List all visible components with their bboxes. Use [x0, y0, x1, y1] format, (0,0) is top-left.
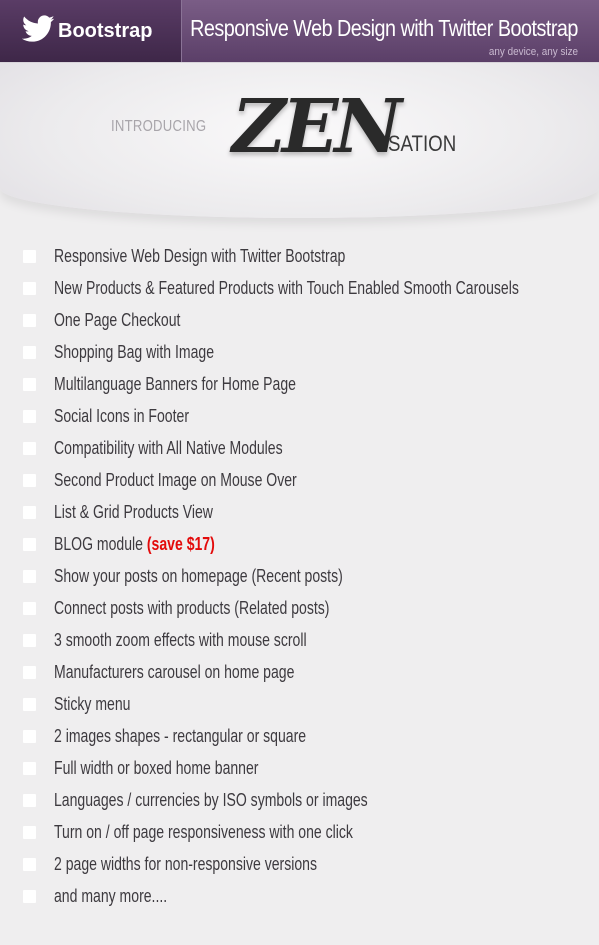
feature-label: and many more....: [54, 886, 168, 906]
bullet-icon: [23, 538, 36, 551]
list-item: [0, 656, 599, 688]
list-item: [0, 240, 599, 272]
bullet-icon: [23, 730, 36, 743]
list-item: [0, 880, 599, 912]
bullet-icon: [23, 858, 36, 871]
feature-label: One Page Checkout: [54, 310, 181, 330]
bullet-icon: [23, 826, 36, 839]
intro-label: INTRODUCING: [111, 118, 207, 135]
feature-label: Second Product Image on Mouse Over: [54, 470, 297, 490]
feature-text: BLOG module: [54, 534, 143, 554]
list-item: [0, 400, 599, 432]
feature-label: List & Grid Products View: [54, 502, 213, 522]
list-item: [0, 528, 599, 560]
feature-label: Full width or boxed home banner: [54, 758, 259, 778]
bullet-icon: [23, 410, 36, 423]
feature-label: Multilanguage Banners for Home Page: [54, 374, 296, 394]
list-item: [0, 848, 599, 880]
list-item: [0, 304, 599, 336]
list-item: [0, 624, 599, 656]
bullet-icon: [23, 282, 36, 295]
feature-label: Languages / currencies by ISO symbols or images: [54, 790, 368, 810]
feature-label: 2 images shapes - rectangular or square: [54, 726, 307, 746]
feature-label: Shopping Bag with Image: [54, 342, 215, 362]
list-item: [0, 816, 599, 848]
list-item: [0, 752, 599, 784]
bullet-icon: [23, 378, 36, 391]
feature-label: Turn on / off page responsiveness with one click: [54, 822, 353, 842]
logo-sation: SATION: [388, 131, 457, 156]
bullet-icon: [23, 666, 36, 679]
bullet-icon: [23, 634, 36, 647]
list-item: [0, 688, 599, 720]
twitter-bird-icon: [22, 14, 55, 44]
bullet-icon: [23, 602, 36, 615]
feature-label: Responsive Web Design with Twitter Bootstrap: [54, 246, 346, 266]
list-item: [0, 496, 599, 528]
bullet-icon: [23, 346, 36, 359]
list-item: [0, 432, 599, 464]
list-item: [0, 336, 599, 368]
list-item: [0, 720, 599, 752]
list-item: [0, 464, 599, 496]
bullet-icon: [23, 250, 36, 263]
feature-list: [0, 240, 599, 912]
feature-label: 3 smooth zoom effects with mouse scroll: [54, 630, 307, 650]
list-item: [0, 560, 599, 592]
feature-label: Sticky menu: [54, 694, 131, 714]
bullet-icon: [23, 762, 36, 775]
bullet-icon: [23, 506, 36, 519]
feature-label: Compatibility with All Native Modules: [54, 438, 283, 458]
brand-name: Bootstrap: [58, 20, 153, 42]
list-item: [0, 368, 599, 400]
save-badge: (save $17): [146, 534, 215, 554]
banner-subtitle: any device, any size: [488, 46, 578, 58]
bullet-icon: [23, 474, 36, 487]
list-item: [0, 592, 599, 624]
top-banner: [0, 0, 599, 63]
bullet-icon: [23, 890, 36, 903]
feature-label: 2 page widths for non-responsive versions: [54, 854, 318, 874]
bullet-icon: [23, 794, 36, 807]
bullet-icon: [23, 314, 36, 327]
feature-label-blog: [54, 534, 215, 555]
feature-label: Show your posts on homepage (Recent posts): [54, 566, 343, 586]
feature-label: Connect posts with products (Related posts): [54, 598, 330, 618]
bullet-icon: [23, 698, 36, 711]
feature-label: Manufacturers carousel on home page: [54, 662, 295, 682]
feature-label: New Products & Featured Products with Touch Enabled Smooth Carousels: [54, 278, 519, 298]
logo-zen: ZEN: [232, 84, 399, 170]
brand-block: [0, 0, 182, 62]
banner-title: Responsive Web Design with Twitter Bootstrap: [190, 15, 578, 41]
list-item: [0, 784, 599, 816]
bullet-icon: [23, 570, 36, 583]
bullet-icon: [23, 442, 36, 455]
feature-label: Social Icons in Footer: [54, 406, 190, 426]
list-item: [0, 272, 599, 304]
